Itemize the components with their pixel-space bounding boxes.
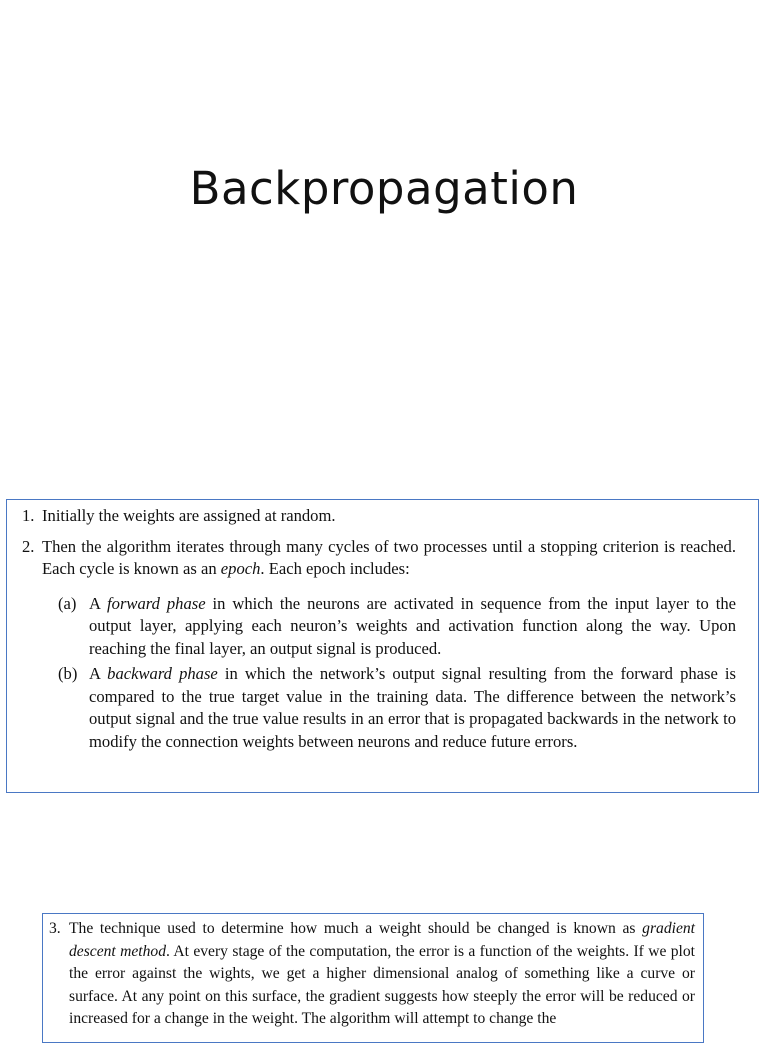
item-text-part: The technique used to determine how much a weight should be changed is known as [69,920,643,937]
item-number: 3. [49,920,61,937]
item-body [42,536,736,754]
list-item-3 [49,918,695,1031]
excerpt-box-steps [6,499,759,793]
item-text-part: Then the algorithm iterates through many cycles of two processes until a stopping criterion is reached. Each cycle is known as an [42,536,736,578]
item-text [42,536,736,581]
item-number: 1. [22,506,35,525]
term-backward-phase: backward phase [107,664,218,683]
term-gradient-descent: gradient descent method [69,920,695,960]
sub-item-letter: (a) [58,593,77,613]
sub-item-text-part: A [89,593,108,613]
sub-item-b [42,663,736,753]
item-number: 2. [22,536,35,556]
list-item-1 [22,505,736,528]
sub-list [42,593,736,754]
sub-item-text-part: A [89,664,108,683]
slide-title: Backpropagation [189,162,579,215]
item-text-part: . Each epoch includes: [260,559,410,578]
term-epoch: epoch [220,559,261,578]
term-forward-phase: forward phase [107,593,206,613]
sub-item-letter: (b) [58,664,78,683]
sub-item-text [89,663,736,753]
item-text [69,918,695,1031]
sub-item-a [42,593,736,661]
sub-item-text-part: in which the network’s output signal resulting from the forward phase is compared to the true target value in the training data. The difference between the network’s output signal and the true value results in an error that is propagated backwards in the network to modify the connection weights between neurons and reduce future errors. [89,664,737,751]
item-text: Initially the weights are assigned at random. [42,506,336,525]
item-text-part: . At every stage of the computation, the error is a function of the weights. If we plot the error against the wights, we get a higher dimensional analog of something like a curve or surface. At any point on this surface, the gradient suggests how steeply the error will be reduced or increased for a change in the weight. The algorithm will attempt to change the [69,942,695,1028]
list-item-2 [22,536,736,754]
sub-item-text [89,593,736,661]
sub-item-text-part: in which the neurons are activated in sequence from the input layer to the output layer, applying each neuron’s weights and activation function along the way. Upon reaching the final layer, an output signal is produced. [89,593,737,658]
